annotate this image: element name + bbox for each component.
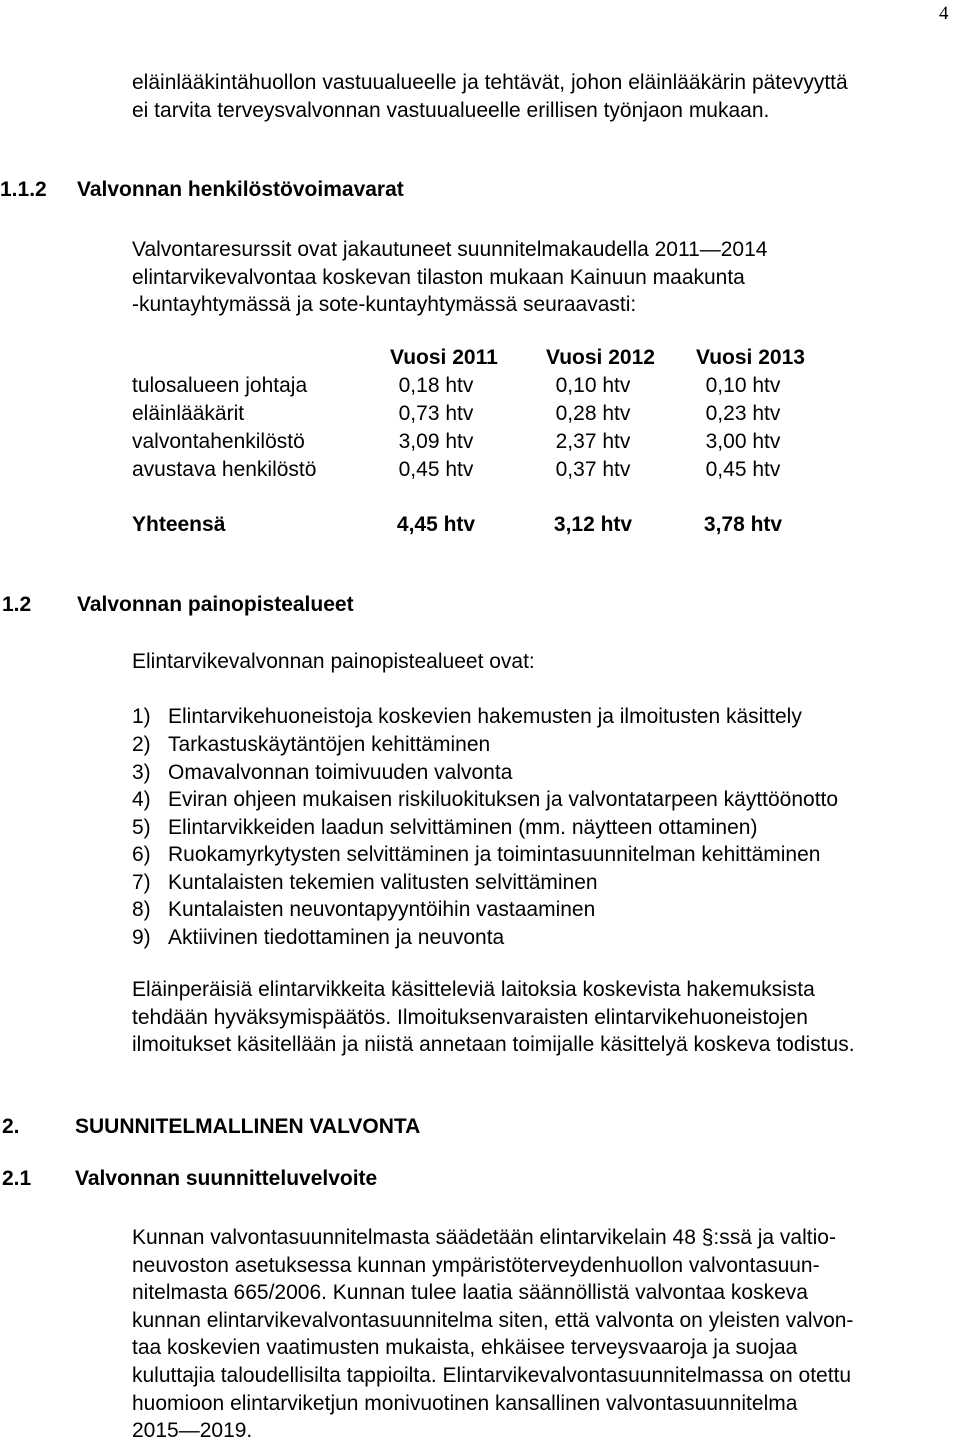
paragraph-line: elintarvikevalvontaa koskevan tilaston mukaan Kainuun maakunta [132,265,745,289]
heading-title: Valvonnan painopistealueet [77,593,354,616]
paragraph-line: Kunnan valvontasuunnitelmasta säädetään elintarvikelain 48 §:ssä ja valtio- [132,1226,836,1249]
heading-title: Valvonnan suunnitteluvelvoite [75,1167,378,1190]
table-cell: 2,37 htv [555,430,631,453]
table-cell: 0,45 htv [705,458,781,481]
heading-title: SUUNNITELMALLINEN VALVONTA [75,1115,421,1138]
list-number: 3) [132,761,151,784]
list-text: Ruokamyrkytysten selvittäminen ja toimintasuunnitelman kehittäminen [168,843,821,866]
row-label: tulosalueen johtaja [132,374,308,397]
list-text: Aktiivinen tiedottaminen ja neuvonta [168,926,505,949]
table-cell: 3,09 htv [398,430,474,453]
row-label: avustava henkilöstö [132,458,317,481]
list-text: Omavalvonnan toimivuuden valvonta [168,761,513,784]
column-header: Vuosi 2013 [696,346,805,369]
list-number: 7) [132,871,151,894]
list-number: 6) [132,843,151,866]
heading-number: 2.1 [2,1167,32,1190]
list-item [132,899,595,920]
paragraph-line: 2015—2019. [132,1419,253,1443]
table-cell: 4,45 htv [396,513,476,536]
list-text: Kuntalaisten tekemien valitusten selvittäminen [168,871,598,894]
paragraph-line: neuvoston asetuksessa kunnan ympäristöterveydenhuollon valvontasuun- [132,1253,820,1277]
table-row [132,375,832,399]
list-item [132,762,512,783]
table-cell: 0,37 htv [555,458,631,481]
list-number: 9) [132,926,151,949]
paragraph-line: tehdään hyväksymispäätös. Ilmoituksenvaraisten elintarvikehuoneistojen [132,1005,808,1029]
list-item [132,927,504,948]
row-label: Yhteensä [132,513,226,536]
row-label: valvontahenkilöstö [132,430,305,453]
list-item [132,872,598,893]
page-number: 4 [939,3,949,24]
list-item [132,789,838,810]
paragraph-line: kunnan elintarvikevalvontasuunnitelma siten, että valvonta on yleisten valvon- [132,1308,854,1332]
list-item [132,817,757,838]
list-number: 8) [132,898,151,921]
resources-paragraph [132,236,767,319]
table-cell: 3,78 htv [703,513,783,536]
heading-title: Valvonnan henkilöstövoimavarat [77,178,404,201]
list-item [132,844,820,865]
intro-paragraph [132,69,848,124]
table-cell: 0,45 htv [398,458,474,481]
table-header-row [132,347,832,371]
table-row [132,403,832,427]
column-header: Vuosi 2012 [546,346,655,369]
table-cell: 0,18 htv [398,374,474,397]
paragraph-line: Valvontaresurssit ovat jakautuneet suunnitelmakaudella 2011—2014 [132,238,768,261]
list-number: 2) [132,733,151,756]
list-number: 1) [132,705,151,728]
table-cell: 0,10 htv [705,374,781,397]
paragraph-line: kuluttajia taloudellisilta tappioilta. Elintarvikevalvontasuunnitelmassa on otettu [132,1363,852,1387]
paragraph-line: huomioon elintarviketjun monivuotinen kansallinen valvontasuunnitelma [132,1391,798,1415]
table-row [132,459,832,483]
list-text: Elintarvikkeiden laadun selvittäminen (mm. näytteen ottaminen) [168,816,758,839]
table-row [132,431,832,455]
table-cell: 0,10 htv [555,374,631,397]
list-number: 4) [132,788,151,811]
table-cell: 0,73 htv [398,402,474,425]
list-number: 5) [132,816,151,839]
obligation-paragraph [132,1224,853,1445]
table-cell: 3,12 htv [553,513,633,536]
paragraph-line: taa koskevien vaatimusten mukaista, ehkäisee terveysvaaroja ja suojaa [132,1336,798,1360]
list-text: Kuntalaisten neuvontapyyntöihin vastaaminen [168,898,596,921]
list-text: Tarkastuskäytäntöjen kehittäminen [168,733,491,756]
animal-origin-paragraph [132,976,855,1059]
list-text: Eviran ohjeen mukaisen riskiluokituksen ja valvontatarpeen käyttöönotto [168,788,839,811]
paragraph-line: eläinlääkintähuollon vastuualueelle ja tehtävät, johon eläinlääkärin pätevyyttä [132,71,848,94]
paragraph-line: ilmoitukset käsitellään ja niistä annetaan toimijalle käsittelyä koskeva todistus. [132,1033,855,1057]
paragraph-line: nitelmasta 665/2006. Kunnan tulee laatia säännöllistä valvontaa koskeva [132,1281,808,1305]
heading-number: 2. [2,1115,20,1138]
table-cell: 0,23 htv [705,402,781,425]
table-cell: 0,28 htv [555,402,631,425]
heading-number: 1.2 [2,593,32,616]
paragraph-line: ei tarvita terveysvalvonnan vastuualueelle erillisen työnjaon mukaan. [132,98,770,122]
table-total-row [132,514,832,538]
list-text: Elintarvikehuoneistoja koskevien hakemusten ja ilmoitusten käsittely [168,705,802,728]
table-cell: 3,00 htv [705,430,781,453]
row-label: eläinlääkärit [132,402,245,425]
paragraph-line: -kuntayhtymässä ja sote-kuntayhtymässä seuraavasti: [132,293,637,317]
column-header: Vuosi 2011 [390,346,498,369]
priorities-intro: Elintarvikevalvonnan painopistealueet ovat: [132,650,535,673]
paragraph-line: Eläinperäisiä elintarvikkeita käsitteleviä laitoksia koskevista hakemuksista [132,978,815,1001]
list-item [132,734,490,755]
heading-number: 1.1.2 [0,178,47,201]
list-item [132,706,802,727]
